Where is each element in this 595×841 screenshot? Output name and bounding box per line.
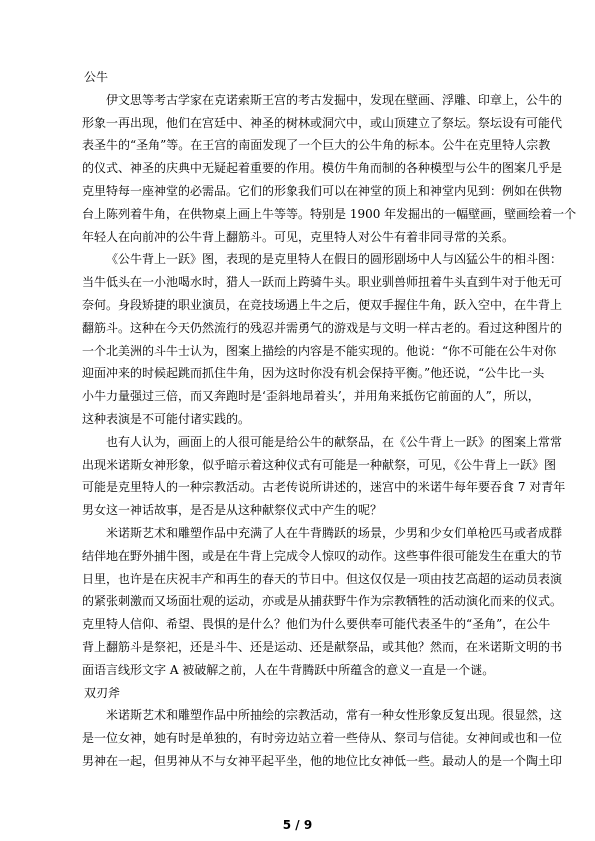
- text-line: 米诺斯艺术和雕塑作品中所抽绘的宗教活动，常有一种女性形象反复出现。很显然，这: [106, 708, 563, 723]
- text-line: 面语言线形文字 A 被破解之前，人在牛背腾跃中所蕴含的意义一直是一个谜。: [82, 662, 495, 677]
- paragraph: [82, 89, 577, 249]
- section-heading: 双刃斧: [84, 685, 121, 700]
- text-line: 迎面冲来的时候起跳而抓住牛角，因为这时你没有机会保持平衡。”他还说，“公牛比一头: [82, 366, 545, 381]
- text-line: 也有人认为，画面上的人很可能是给公牛的献祭品，在《公牛背上一跃》的图案上常常: [106, 434, 563, 449]
- text-line: 男女这一神话故事，是否是从这种献祭仪式中产生的呢？: [82, 503, 383, 518]
- page-body: [82, 66, 577, 773]
- text-line: 克里特每一座神堂的必需品。它们的形象我们可以在神堂的顶上和神堂内见到：例如在供物: [82, 183, 563, 198]
- text-line: 克里特人信仰、希望、畏惧的是什么？他们为什么要供奉可能代表圣牛的“圣角”，在公牛: [82, 617, 551, 632]
- text-line: 男神在一起，但男神从不与女神平起平坐，他的地位比女神低一些。最动人的是一个陶土印: [82, 753, 563, 768]
- text-line: 年轻人在向前冲的公牛背上翻筋斗。可见，克里特人对公牛有着非同寻常的关系。: [82, 229, 515, 244]
- text-line: 可能是克里特人的一种宗教活动。古老传说所讲述的，迷宫中的米诺牛每年要吞食 7 对青年: [82, 480, 566, 495]
- text-line: 形象一再出现，他们在宫廷中、神圣的树林或洞穴中，或山顶建立了祭坛。祭坛设有可能代: [82, 115, 563, 130]
- text-line: 的紧张刺激而又场面壮观的运动，亦或是从捕获野牛作为宗教牺牲的活动演化而来的仪式。: [82, 594, 563, 609]
- paragraph: [82, 248, 563, 430]
- text-line: 表圣牛的“圣角”等。在王宫的南面发现了一个巨大的公牛角的标本。公牛在克里特人宗教: [82, 138, 551, 153]
- paragraph: [82, 522, 563, 682]
- text-line: 《公牛背上一跃》图，表现的是克里特人在假日的圆形剧场中人与凶猛公牛的相斗图：: [106, 252, 563, 267]
- text-line: 背上翻筋斗是祭祀，还是斗牛、还是运动、还是献祭品，或其他？然而，在米诺斯文明的书: [82, 639, 563, 654]
- text-line: 这种表演是不可能付诸实践的。: [82, 411, 251, 426]
- text-line: 小牛力量强过三倍，而又奔跑时是‘歪斜地昂着头’，并用角来抵伤它前面的人”，所以，: [82, 389, 540, 404]
- text-line: 台上陈列着牛角，在供物桌上画上牛等等。特别是 1900 年发掘出的一幅壁画，壁画绘着一个: [82, 206, 577, 221]
- text-line: 的仪式、神圣的庆典中无疑起着重要的作用。模仿牛角而制的各种模型与公牛的图案几乎是: [82, 161, 563, 176]
- text-line: 翻筋斗。这种在今天仍然流行的残忍并需勇气的游戏是与文明一样古老的。看过这种图片的: [82, 320, 563, 335]
- section-heading: 公牛: [84, 70, 109, 84]
- text-line: 米诺斯艺术和雕塑作品中充满了人在牛背腾跃的场景，少男和少女们单枪匹马或者成群: [106, 525, 563, 540]
- text-line: 是一位女神，她有时是单独的，有时旁边站立着一些侍从、祭司与信徒。女神间或也和一位: [82, 731, 563, 746]
- paragraph: [82, 431, 566, 522]
- text-line: 日里，也许是在庆祝丰产和再生的春天的节日中。但这仅仅是一项由技艺高超的运动员表演: [82, 571, 563, 586]
- text-line: 伊文思等考古学家在克诺索斯王宫的考古发掘中，发现在壁画、浮雕、印章上，公牛的: [106, 92, 563, 107]
- paragraph: [82, 704, 563, 772]
- text-line: 出现米诺斯女神形象，似乎暗示着这种仪式有可能是一种献祭，可见，《公牛背上一跃》图: [82, 457, 557, 472]
- text-line: 一个北美洲的斗牛士认为，图案上描绘的内容是不能实现的。他说：“你不可能在公牛对你: [82, 343, 557, 358]
- text-line: 当牛低头在一小池喝水时，猎人一跃而上跨骑牛头。职业驯兽师扭着牛头直到牛对于他无可: [82, 275, 563, 290]
- page-number: 5 / 9: [282, 818, 313, 832]
- text-line: 奈何。身段矫捷的职业演员，在竞技场遇上牛之后，便双手握住牛角，跃入空中，在牛背上: [82, 297, 563, 312]
- text-line: 结伴地在野外捕牛图，或是在牛背上完成令人惊叹的动作。这些事件很可能发生在重大的节: [82, 548, 563, 563]
